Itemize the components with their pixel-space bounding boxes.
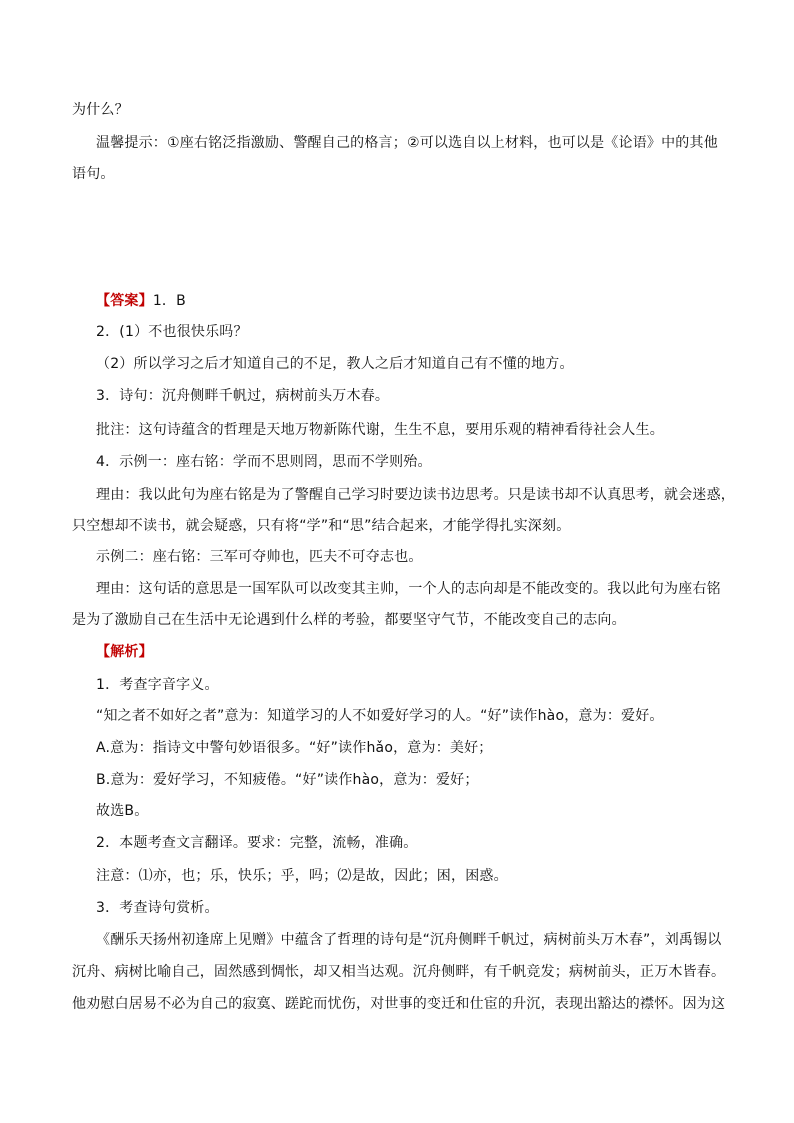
analysis-option-a: A.意为：指诗文中警句妙语很多。“好”读作hǎo，意为：美好； [96,740,493,756]
answer-label: 【答案】 [96,293,153,309]
analysis-1-detail: “知之者不如好之者”意为：知道学习的人不如爱好学习的人。“好”读作hào，意为：爱好。 [96,708,664,724]
hint-line: 温馨提示：①座右铭泛指激励、警醒自己的格言；②可以选自以上材料，也可以是《论语》中的其他 [96,135,718,151]
analysis-label-line [96,642,732,662]
answer-1-line [96,291,732,311]
answer-1: 1．B [152,293,186,309]
answer-2-1: 2．(1）不也很快乐吗？ [96,324,248,340]
analysis-1: 1．考查字音字义。 [96,677,219,693]
analysis-3-line-1: 《酬乐天扬州初逢席上见赠》中蕴含了哲理的诗句是“沉舟侧畔千帆过，病树前头万木春”，刘禹锡以 [96,932,722,948]
analysis-3-line-3: 他劝慰白居易不必为自己的寂寞、蹉跎而忧伤，对世事的变迁和仕宦的升沉，表现出豁达的襟怀。因为这 [72,996,726,1012]
answer-4: 4．示例一：座右铭：学而不思则罔，思而不学则殆。 [96,454,432,470]
hint-line-continued: 语句。 [72,166,115,182]
answer-3: 3．诗句：沉舟侧畔千帆过，病树前头万木春。 [96,388,390,404]
question-end-line: 为什么？ [72,102,129,118]
analysis-3-line-2: 沉舟、病树比喻自己，固然感到惆怅，却又相当达观。沉舟侧畔，有千帆竞发；病树前头，正万木皆春。 [72,964,726,980]
analysis-choice: 故选B。 [96,803,149,819]
answer-4-reason-1-line-1: 理由：我以此句为座右铭是为了警醒自己学习时要边读书边思考。只是读书却不认真思考，就会迷惑， [96,487,735,503]
answer-4-reason-2-line-1: 理由：这句话的意思是一国军队可以改变其主帅，一个人的志向却是不能改变的。我以此句为座右铭 [96,581,721,597]
analysis-option-b: B.意为：爱好学习，不知疲倦。“好”读作hào，意为：爱好； [96,772,479,788]
analysis-label: 【解析】 [96,644,153,660]
answer-4-reason-2-line-2: 是为了激励自己在生活中无论遇到什么样的考验，都要坚守气节，不能改变自己的志向。 [72,612,626,628]
analysis-2-note: 注意：⑴亦，也；乐，快乐；乎，吗；⑵是故，因此；困，困惑。 [96,868,508,884]
answer-2-2: （2）所以学习之后才知道自己的不足，教人之后才知道自己有不懂的地方。 [96,356,574,372]
answer-4-example-2: 示例二：座右铭：三军可夺帅也，匹夫不可夺志也。 [96,549,423,565]
answer-3-note: 批注：这句诗蕴含的哲理是天地万物新陈代谢，生生不息，要用乐观的精神看待社会人生。 [96,422,664,438]
answer-4-reason-1-line-2: 只空想却不读书，就会疑惑，只有将“学”和“思”结合起来，才能学得扎实深刻。 [72,518,571,534]
analysis-2: 2．本题考查文言翻译。要求：完整，流畅，准确。 [96,835,418,851]
analysis-3: 3．考查诗句赏析。 [96,900,219,916]
